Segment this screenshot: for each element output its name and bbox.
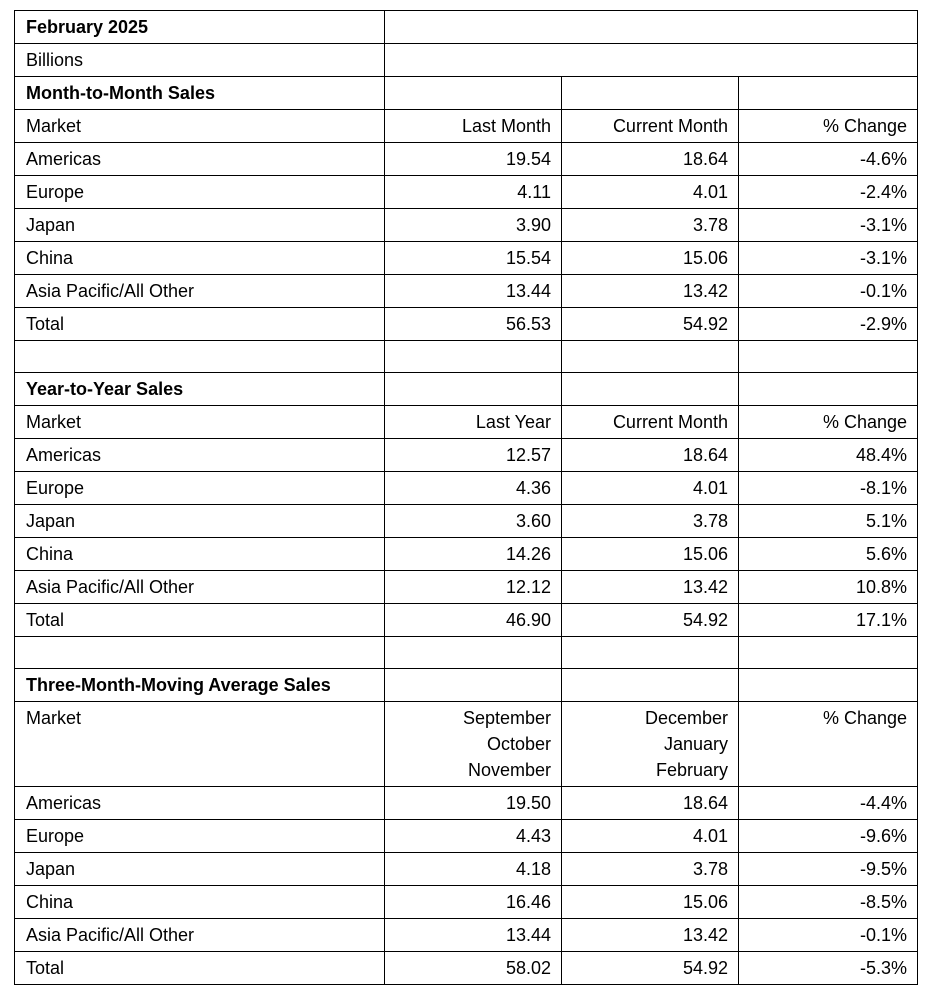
percent-change: -2.9% [739, 308, 918, 341]
total-row [15, 952, 918, 985]
empty-cell [739, 669, 918, 702]
percent-change: 48.4% [739, 439, 918, 472]
current-value: 3.78 [562, 505, 739, 538]
percent-change: -3.1% [739, 209, 918, 242]
current-value: 18.64 [562, 787, 739, 820]
current-value: 54.92 [562, 604, 739, 637]
column-header-market: Market [15, 110, 385, 143]
current-value: 4.01 [562, 820, 739, 853]
current-value: 13.42 [562, 275, 739, 308]
current-value: 15.06 [562, 242, 739, 275]
percent-change: -9.5% [739, 853, 918, 886]
title-row [15, 11, 918, 44]
empty-cell [739, 341, 918, 373]
spacer-row [15, 637, 918, 669]
market-name: Asia Pacific/All Other [15, 275, 385, 308]
current-value: 54.92 [562, 308, 739, 341]
previous-value: 4.43 [385, 820, 562, 853]
section-title-row [15, 373, 918, 406]
column-header-row [15, 702, 918, 787]
current-value: 13.42 [562, 571, 739, 604]
column-header-previous: Last Month [385, 110, 562, 143]
current-value: 3.78 [562, 209, 739, 242]
column-header-current: Current Month [562, 110, 739, 143]
empty-cell [739, 637, 918, 669]
empty-cell [385, 637, 562, 669]
column-header-row [15, 406, 918, 439]
table-row [15, 820, 918, 853]
empty-cell [385, 11, 918, 44]
current-value: 18.64 [562, 143, 739, 176]
current-value: 4.01 [562, 472, 739, 505]
previous-value: 19.50 [385, 787, 562, 820]
market-name: China [15, 538, 385, 571]
market-name: Asia Pacific/All Other [15, 571, 385, 604]
column-header-market: Market [15, 702, 385, 787]
column-header-change: % Change [739, 702, 918, 787]
month-label: December [644, 708, 728, 728]
section-title: Year-to-Year Sales [15, 373, 385, 406]
previous-value: 56.53 [385, 308, 562, 341]
market-name: Americas [15, 439, 385, 472]
percent-change: 5.1% [739, 505, 918, 538]
month-label: February [655, 760, 728, 780]
percent-change: 17.1% [739, 604, 918, 637]
previous-value: 3.60 [385, 505, 562, 538]
empty-cell [739, 77, 918, 110]
column-header-change: % Change [739, 110, 918, 143]
previous-value: 16.46 [385, 886, 562, 919]
percent-change: 5.6% [739, 538, 918, 571]
table-row [15, 176, 918, 209]
table-row [15, 143, 918, 176]
empty-cell [562, 669, 739, 702]
market-name: Americas [15, 787, 385, 820]
empty-cell [562, 77, 739, 110]
sales-table [14, 10, 918, 985]
table-row [15, 242, 918, 275]
percent-change: -3.1% [739, 242, 918, 275]
table-row [15, 886, 918, 919]
column-header-previous [385, 702, 562, 787]
current-value: 15.06 [562, 886, 739, 919]
column-header-row [15, 110, 918, 143]
table-row [15, 439, 918, 472]
market-name: Americas [15, 143, 385, 176]
market-name: China [15, 886, 385, 919]
previous-value: 13.44 [385, 919, 562, 952]
market-name: Japan [15, 209, 385, 242]
percent-change: -0.1% [739, 275, 918, 308]
empty-cell [385, 373, 562, 406]
empty-cell [562, 637, 739, 669]
market-name: Europe [15, 176, 385, 209]
column-header-current: Current Month [562, 406, 739, 439]
percent-change: -4.6% [739, 143, 918, 176]
previous-value: 19.54 [385, 143, 562, 176]
market-name: China [15, 242, 385, 275]
table-row [15, 275, 918, 308]
percent-change: -5.3% [739, 952, 918, 985]
section-title-row [15, 669, 918, 702]
current-value: 18.64 [562, 439, 739, 472]
previous-value: 12.12 [385, 571, 562, 604]
empty-cell [562, 341, 739, 373]
percent-change: 10.8% [739, 571, 918, 604]
month-label: January [663, 734, 728, 754]
table-row [15, 919, 918, 952]
percent-change: -4.4% [739, 787, 918, 820]
empty-cell [385, 669, 562, 702]
previous-value: 4.18 [385, 853, 562, 886]
percent-change: -0.1% [739, 919, 918, 952]
column-header-previous: Last Year [385, 406, 562, 439]
previous-value: 15.54 [385, 242, 562, 275]
market-name: Total [15, 308, 385, 341]
market-name: Japan [15, 505, 385, 538]
previous-value: 58.02 [385, 952, 562, 985]
market-name: Japan [15, 853, 385, 886]
table-row [15, 538, 918, 571]
current-value: 3.78 [562, 853, 739, 886]
percent-change: -8.5% [739, 886, 918, 919]
table-row [15, 853, 918, 886]
current-value: 4.01 [562, 176, 739, 209]
market-name: Total [15, 952, 385, 985]
empty-cell [15, 637, 385, 669]
column-header-change: % Change [739, 406, 918, 439]
current-value: 13.42 [562, 919, 739, 952]
previous-value: 4.36 [385, 472, 562, 505]
empty-cell [15, 341, 385, 373]
column-header-market: Market [15, 406, 385, 439]
total-row [15, 308, 918, 341]
table-row [15, 571, 918, 604]
units-label: Billions [15, 44, 385, 77]
month-label: October [486, 734, 551, 754]
percent-change: -8.1% [739, 472, 918, 505]
current-value: 15.06 [562, 538, 739, 571]
percent-change: -9.6% [739, 820, 918, 853]
market-name: Asia Pacific/All Other [15, 919, 385, 952]
units-row [15, 44, 918, 77]
previous-value: 14.26 [385, 538, 562, 571]
month-label: September [462, 708, 551, 728]
market-name: Europe [15, 472, 385, 505]
table-row [15, 472, 918, 505]
section-title: Three-Month-Moving Average Sales [15, 669, 385, 702]
table-row [15, 209, 918, 242]
current-value: 54.92 [562, 952, 739, 985]
section-title: Month-to-Month Sales [15, 77, 385, 110]
column-header-current [562, 702, 739, 787]
percent-change: -2.4% [739, 176, 918, 209]
previous-value: 3.90 [385, 209, 562, 242]
month-label: November [467, 760, 551, 780]
report-title: February 2025 [15, 11, 385, 44]
previous-value: 4.11 [385, 176, 562, 209]
previous-value: 46.90 [385, 604, 562, 637]
empty-cell [385, 77, 562, 110]
previous-value: 13.44 [385, 275, 562, 308]
spacer-row [15, 341, 918, 373]
empty-cell [385, 341, 562, 373]
empty-cell [739, 373, 918, 406]
section-title-row [15, 77, 918, 110]
empty-cell [562, 373, 739, 406]
table-row [15, 787, 918, 820]
table-row [15, 505, 918, 538]
market-name: Total [15, 604, 385, 637]
total-row [15, 604, 918, 637]
market-name: Europe [15, 820, 385, 853]
previous-value: 12.57 [385, 439, 562, 472]
empty-cell [385, 44, 918, 77]
